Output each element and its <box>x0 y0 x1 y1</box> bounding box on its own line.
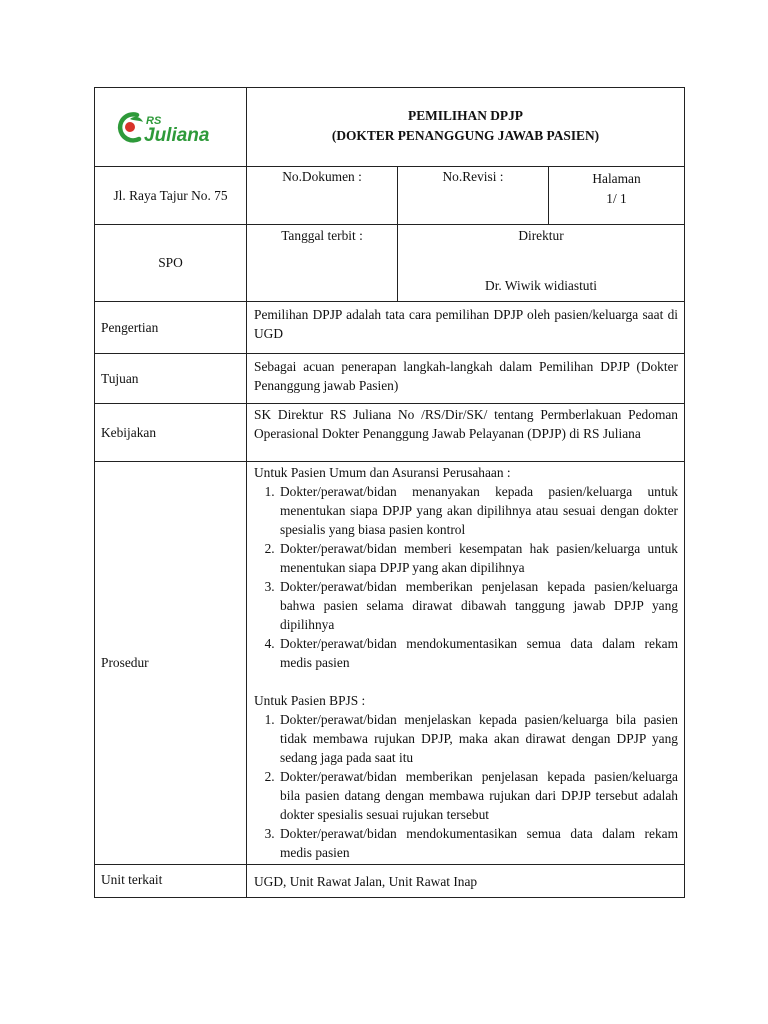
address-cell <box>95 167 247 225</box>
direktur-label: Direktur <box>518 228 564 243</box>
logo-emblem-icon <box>115 107 227 147</box>
prosedur-content <box>247 462 685 865</box>
pengertian-label: Pengertian <box>95 302 247 354</box>
halaman-label: Halaman <box>592 171 641 186</box>
logo-cell <box>95 88 247 167</box>
title-line-2: (DOKTER PENANGGUNG JAWAB PASIEN) <box>331 128 600 143</box>
unit-terkait-text: UGD, Unit Rawat Jalan, Unit Rawat Inap <box>247 865 685 898</box>
unit-terkait-label: Unit terkait <box>95 865 247 898</box>
title-line-1: PEMILIHAN DPJP <box>408 108 523 123</box>
list-item: 2. Dokter/perawat/bidan memberi kesempatan hak pasien/keluarga untuk menentukan siapa DPJP yang akan dipilihnya <box>278 539 678 577</box>
kebijakan-label: Kebijakan <box>95 404 247 462</box>
hospital-address: Jl. Raya Tajur No. 75 <box>113 187 228 203</box>
spo-label: SPO <box>158 255 183 270</box>
kebijakan-text: SK Direktur RS Juliana No /RS/Dir/SK/ tentang Permberlakuan Pedoman Operasional Dokter Penanggung Jawab Pelayanan (DPJP) di RS Juliana <box>247 404 685 462</box>
prosedur-bpjs-heading: Untuk Pasien BPJS : <box>254 693 366 708</box>
svg-text:Juliana: Juliana <box>143 125 209 146</box>
list-item: 1. Dokter/perawat/bidan menjelaskan kepada pasien/keluarga bila pasien tidak membawa rujukan DPJP, maka akan dirawat dengan DPJP yang sedang jaga pada saat itu <box>278 710 678 767</box>
no-dokumen-cell <box>247 167 398 225</box>
prosedur-umum-list <box>254 482 678 672</box>
prosedur-label: Prosedur <box>95 462 247 865</box>
no-revisi-cell <box>398 167 549 225</box>
no-dokumen-label: No.Dokumen : <box>282 169 362 184</box>
svg-text:RS: RS <box>145 115 161 127</box>
spo-table <box>94 87 685 898</box>
spo-cell <box>95 225 247 302</box>
prosedur-umum-heading: Untuk Pasien Umum dan Asuransi Perusahaan : <box>254 465 511 480</box>
list-item: 2. Dokter/perawat/bidan memberikan penjelasan kepada pasien/keluarga bila pasien datang dengan membawa rujukan dari DPJP tersebut adalah dokter spesialis sesuai rujukan tersebut <box>278 767 678 824</box>
document-title <box>247 88 685 167</box>
list-item: 4. Dokter/perawat/bidan mendokumentasikan semua data dalam rekam medis pasien <box>278 634 678 672</box>
pengertian-text: Pemilihan DPJP adalah tata cara pemilihan DPJP oleh pasien/keluarga saat di UGD <box>247 302 685 354</box>
tujuan-text: Sebagai acuan penerapan langkah-langkah dalam Pemilihan DPJP (Dokter Penanggung jawab Pasien) <box>247 354 685 404</box>
prosedur-bpjs-list <box>254 710 678 862</box>
halaman-cell <box>549 167 685 225</box>
halaman-value: 1/ 1 <box>606 191 627 206</box>
rs-juliana-logo <box>95 88 246 166</box>
list-item: 1. Dokter/perawat/bidan menanyakan kepada pasien/keluarga untuk menentukan siapa DPJP yang akan dipilihnya atau sesuai dengan dokter spesialis yang biasa pasien kontrol <box>278 482 678 539</box>
tanggal-terbit-cell <box>247 225 398 302</box>
spo-document <box>94 87 684 898</box>
tujuan-label: Tujuan <box>95 354 247 404</box>
direktur-name: Dr. Wiwik widiastuti <box>485 278 597 293</box>
direktur-cell <box>398 225 685 302</box>
no-revisi-label: No.Revisi : <box>442 169 504 184</box>
tanggal-terbit-label: Tanggal terbit : <box>281 228 363 243</box>
list-item: 3. Dokter/perawat/bidan memberikan penjelasan kepada pasien/keluarga bahwa pasien selama dirawat dibawah tanggung jawab DPJP yang dipilihnya <box>278 577 678 634</box>
list-item: 3. Dokter/perawat/bidan mendokumentasikan semua data dalam rekam medis pasien <box>278 824 678 862</box>
